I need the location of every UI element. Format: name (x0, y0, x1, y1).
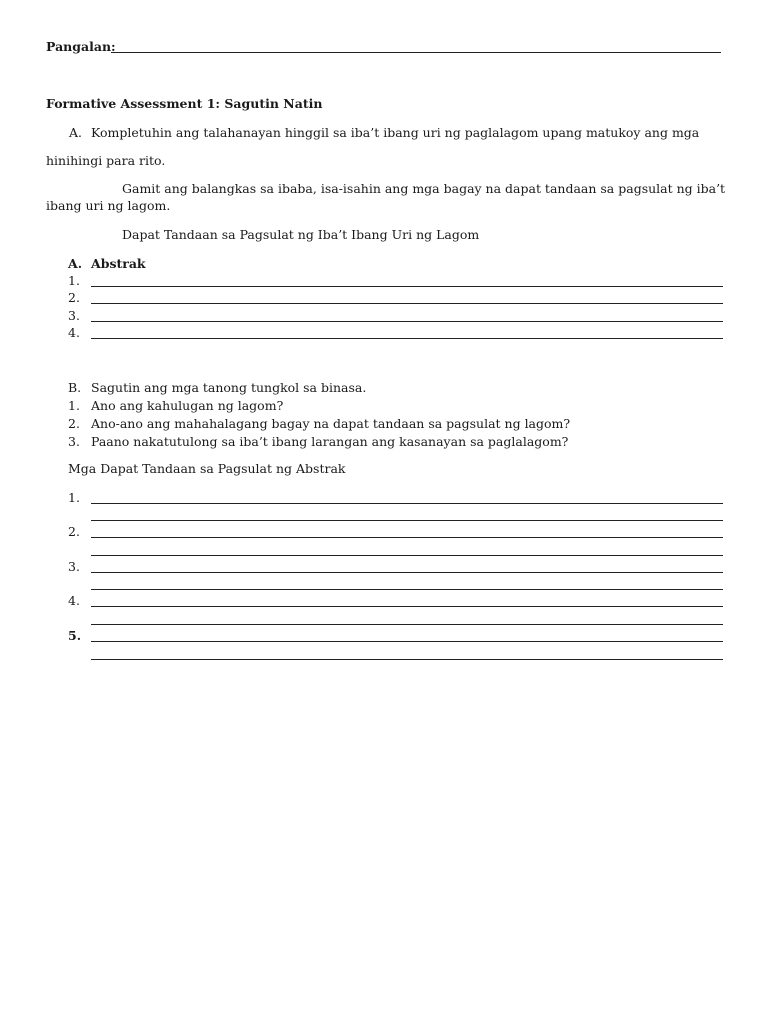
answer-line[interactable] (91, 572, 723, 573)
section-a-instruction-line1: Kompletuhin ang talahanayan hinggil sa iba’t ibang uri ng paglalagom upang matukoy ang mga (91, 125, 700, 140)
section-a-instruction-line2: hinihingi para rito. (46, 153, 166, 168)
abstrak-answer-line[interactable] (91, 286, 723, 287)
question-number: 1. (68, 398, 80, 413)
answer-line[interactable] (91, 520, 723, 521)
gamit-instruction-line2: ibang uri ng lagom. (46, 198, 171, 213)
name-field-line[interactable] (111, 52, 721, 53)
abstrak-item-number: 3. (68, 308, 80, 323)
abstrak-answer-line[interactable] (91, 321, 723, 322)
answer-item-number: 4. (68, 593, 80, 608)
answer-item-number: 1. (68, 490, 80, 505)
page-title: Formative Assessment 1: Sagutin Natin (46, 96, 323, 111)
answer-line[interactable] (91, 589, 723, 590)
abstrak-item-number: 1. (68, 273, 80, 288)
abstrak-list-heading: Mga Dapat Tandaan sa Pagsulat ng Abstrak (68, 461, 346, 476)
answer-line[interactable] (91, 624, 723, 625)
answer-item-number: 2. (68, 524, 80, 539)
answer-item-number: 5. (68, 628, 82, 643)
name-label: Pangalan: (46, 39, 116, 54)
question-number: 2. (68, 416, 80, 431)
abstrak-answer-line[interactable] (91, 303, 723, 304)
gamit-instruction-line1: Gamit ang balangkas sa ibaba, isa-isahin ang mga bagay na dapat tandaan sa pagsulat ng iba’t (122, 181, 726, 196)
answer-line[interactable] (91, 555, 723, 556)
question-text: Ano-ano ang mahahalagang bagay na dapat tandaan sa pagsulat ng lagom? (91, 416, 571, 431)
abstrak-label: Abstrak (91, 256, 146, 271)
abstrak-answer-line[interactable] (91, 338, 723, 339)
abstrak-item-number: 2. (68, 290, 80, 305)
abstrak-letter: A. (68, 256, 83, 271)
question-text: Paano nakatutulong sa iba’t ibang larangan ang kasanayan sa paglalagom? (91, 434, 569, 449)
section-b-instruction: Sagutin ang mga tanong tungkol sa binasa. (91, 380, 367, 395)
answer-line[interactable] (91, 606, 723, 607)
table-heading: Dapat Tandaan sa Pagsulat ng Iba’t Ibang Uri ng Lagom (122, 227, 480, 242)
answer-item-number: 3. (68, 559, 80, 574)
answer-line[interactable] (91, 659, 723, 660)
abstrak-item-number: 4. (68, 325, 80, 340)
section-a-letter: A. (69, 125, 83, 140)
section-b-letter: B. (68, 380, 82, 395)
answer-line[interactable] (91, 537, 723, 538)
answer-line[interactable] (91, 641, 723, 642)
question-number: 3. (68, 434, 80, 449)
question-text: Ano ang kahulugan ng lagom? (91, 398, 284, 413)
answer-line[interactable] (91, 503, 723, 504)
